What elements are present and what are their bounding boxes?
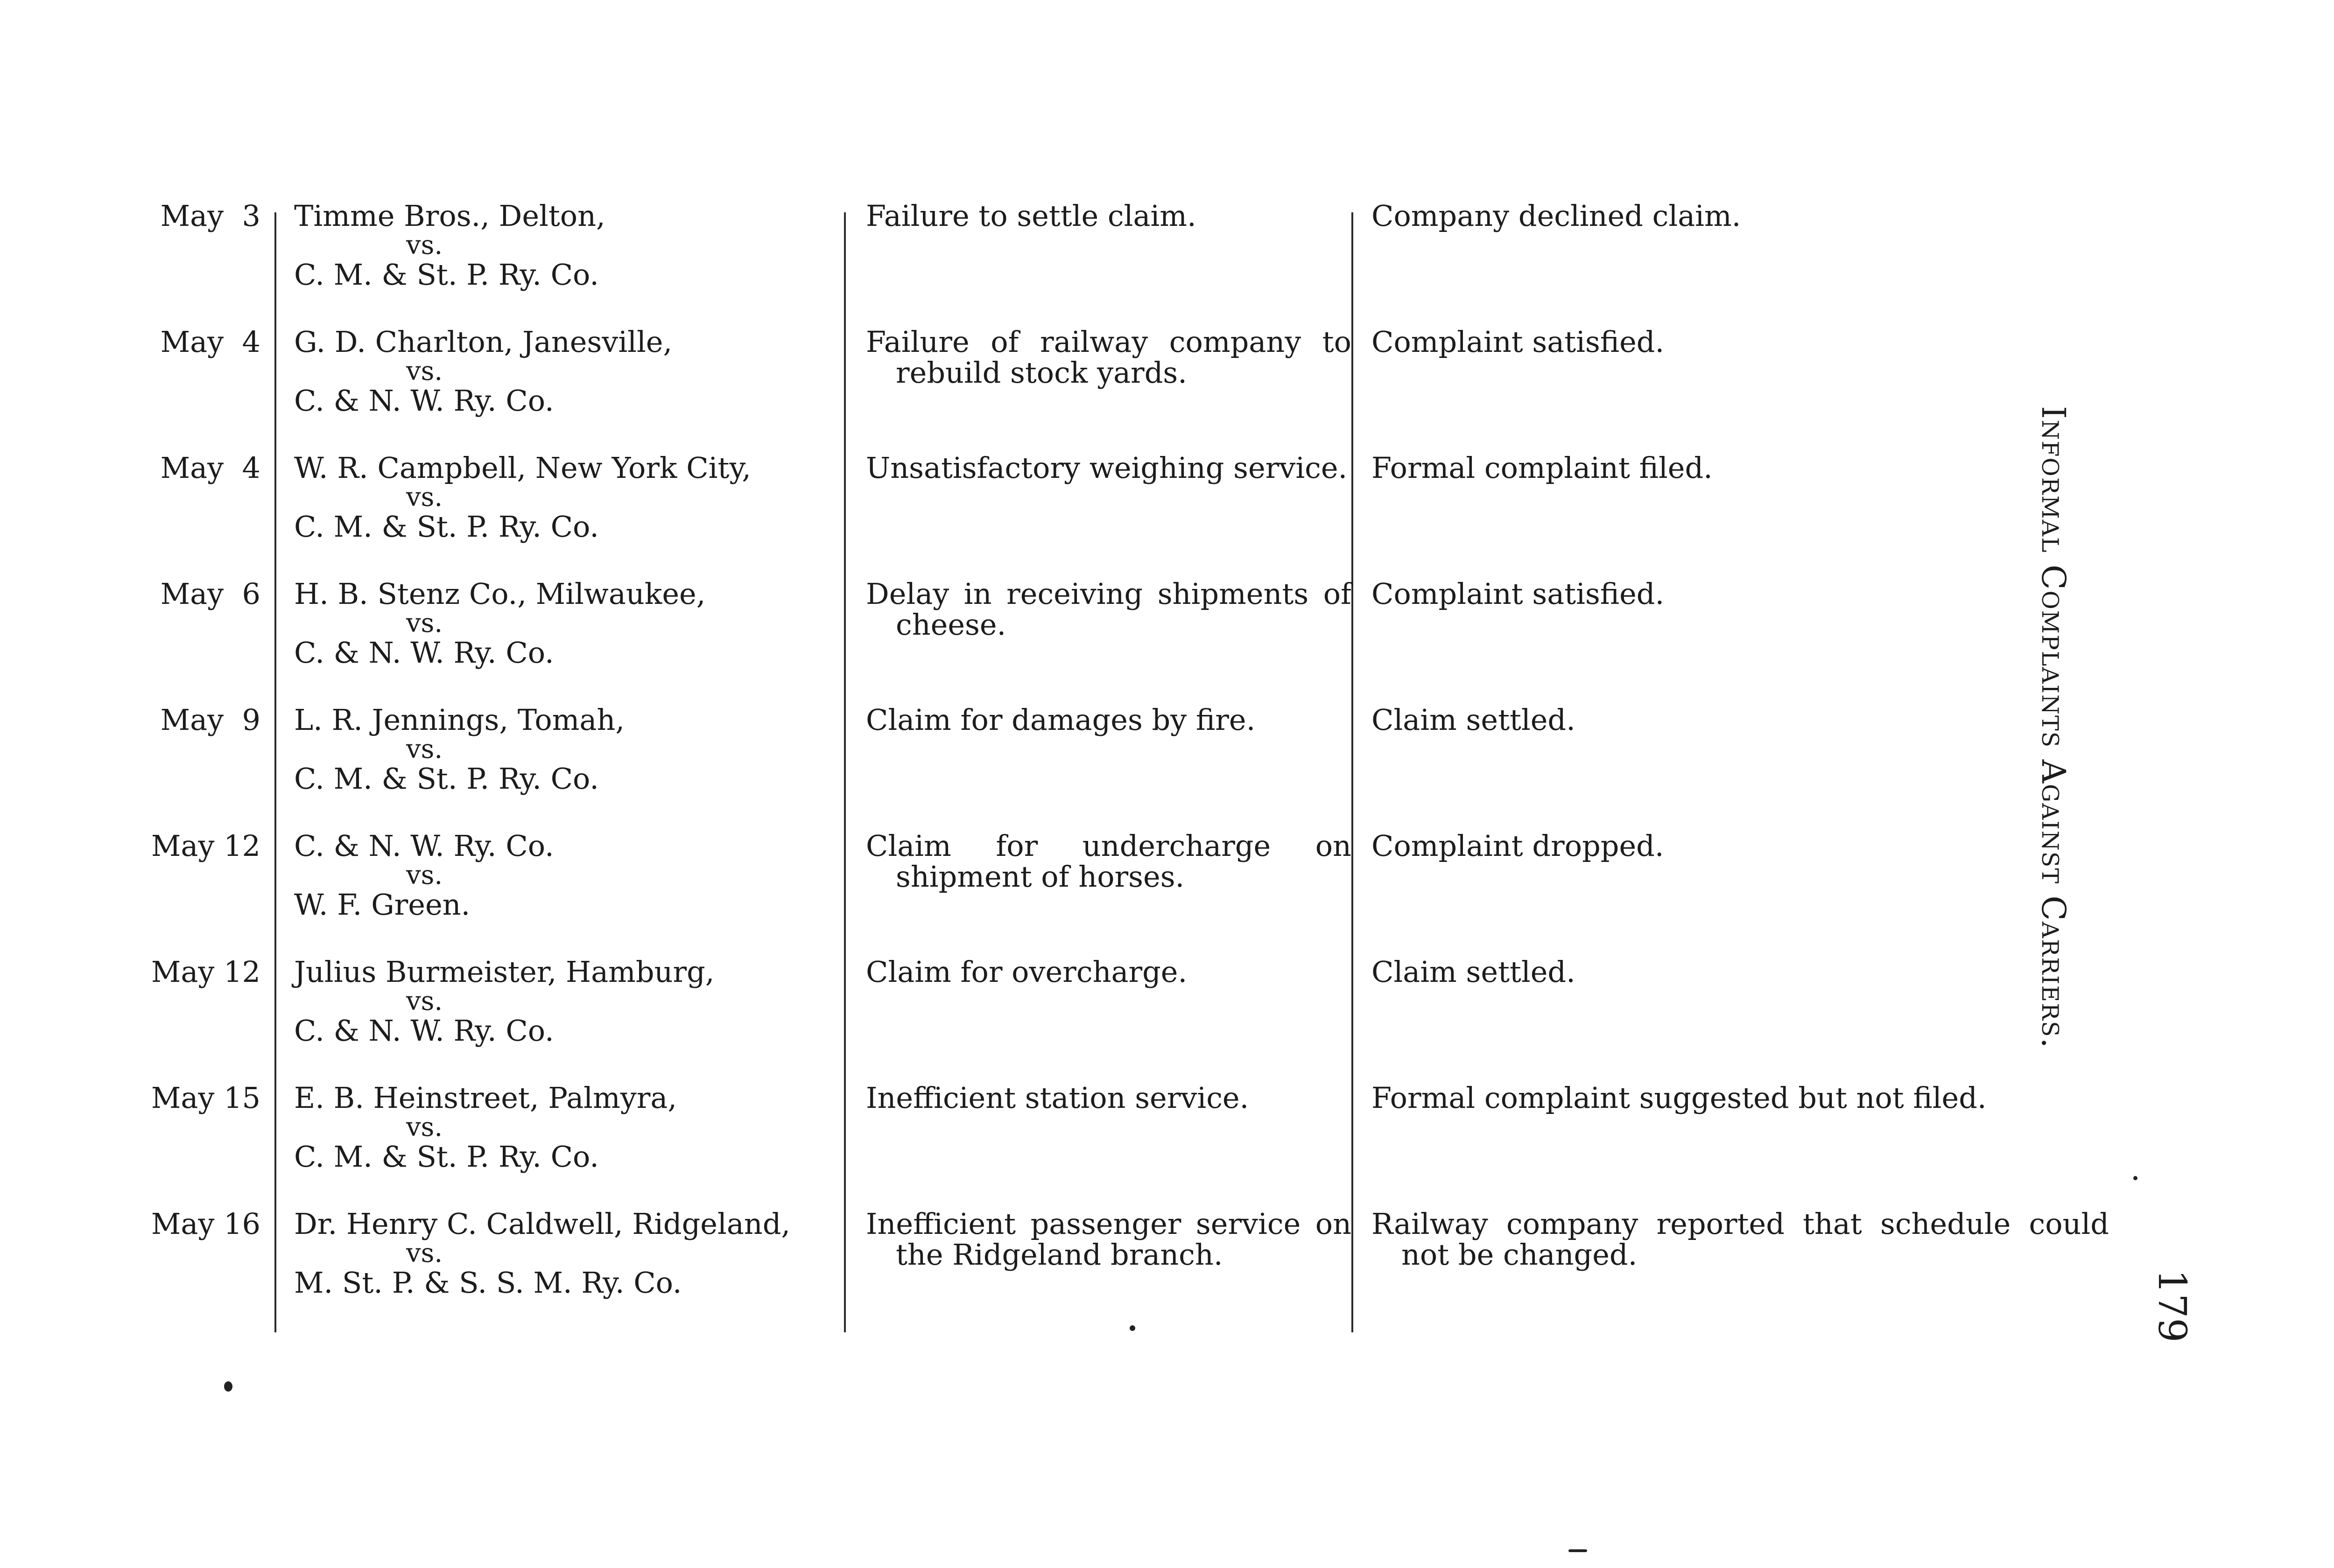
versus-label: vs.: [406, 1112, 443, 1142]
nature-text: Claim for damages by fire.: [866, 703, 1256, 737]
versus-label: vs.: [406, 986, 443, 1016]
complaint-entry: [0, 453, 2091, 579]
complaint-entry: [0, 831, 2091, 957]
respondent-name: C. M. & St. P. Ry. Co.: [294, 762, 599, 796]
nature-text: Inefficient station service.: [866, 1081, 1249, 1115]
versus-label: vs.: [406, 734, 443, 764]
ink-speck: [1130, 1325, 1135, 1331]
complainant-name: C. & N. W. Ry. Co.: [294, 829, 554, 863]
complainant-name: G. D. Charlton, Janesville,: [294, 325, 673, 359]
entry-parties: [294, 705, 836, 794]
complaint-disposition: [1371, 327, 2109, 357]
entry-parties: [294, 1209, 836, 1298]
complainant-name: E. B. Heinstreet, Palmyra,: [294, 1081, 677, 1115]
complaint-nature: [866, 327, 1351, 388]
complaint-entry: [0, 579, 2091, 705]
complainant-name: W. R. Campbell, New York City,: [294, 451, 751, 485]
ink-speck: [2133, 1176, 2137, 1180]
versus-label: vs.: [406, 356, 443, 386]
complaint-disposition: [1371, 705, 2109, 735]
complaint-nature: [866, 201, 1351, 231]
complaint-entry: [0, 1083, 2091, 1209]
nature-text: Claim for overcharge.: [866, 955, 1188, 989]
disposition-text: Complaint dropped.: [1371, 829, 1664, 863]
disposition-text: Railway company reported that schedule could not be changed.: [1371, 1207, 2109, 1272]
entry-parties: [294, 453, 836, 542]
entry-date: May 9: [160, 703, 260, 737]
versus-label: vs.: [406, 230, 443, 260]
ink-speck: [224, 1381, 232, 1392]
complainant-name: Dr. Henry C. Caldwell, Ridgeland,: [294, 1207, 791, 1241]
complaint-disposition: [1371, 1083, 2109, 1113]
entry-parties: [294, 579, 836, 668]
nature-text: Unsatisfactory weighing service.: [866, 451, 1348, 485]
complaint-nature: [866, 831, 1351, 892]
complaint-entry: [0, 1207, 2109, 1335]
respondent-name: C. M. & St. P. Ry. Co.: [294, 258, 599, 292]
respondent-name: C. & N. W. Ry. Co.: [294, 636, 554, 670]
complainant-name: H. B. Stenz Co., Milwaukee,: [294, 577, 706, 611]
respondent-name: M. St. P. & S. S. M. Ry. Co.: [294, 1266, 682, 1300]
complaint-entry: [0, 201, 2091, 327]
entry-date: May 12: [151, 829, 260, 863]
disposition-text: Complaint satisfied.: [1371, 577, 1665, 611]
complaint-nature: [866, 1083, 1351, 1113]
complainant-name: Timme Bros., Delton,: [294, 199, 605, 233]
respondent-name: C. & N. W. Ry. Co.: [294, 1014, 554, 1048]
entry-date: May 3: [160, 199, 260, 233]
disposition-text: Formal complaint suggested but not filed.: [1371, 1081, 1987, 1115]
versus-label: vs.: [406, 608, 443, 638]
complaint-disposition: [1371, 579, 2109, 609]
respondent-name: W. F. Green.: [294, 888, 471, 922]
complaint-entry: [0, 705, 2091, 831]
complaint-entry: [0, 957, 2091, 1083]
entry-date: May 6: [160, 577, 260, 611]
nature-text: Claim for undercharge on shipment of horses.: [866, 829, 1351, 894]
nature-text: Delay in receiving shipments of cheese.: [866, 577, 1351, 642]
complainant-name: Julius Burmeister, Hamburg,: [294, 955, 715, 989]
respondent-name: C. & N. W. Ry. Co.: [294, 384, 554, 418]
complaint-disposition: [1371, 831, 2109, 861]
complaints-table: [0, 199, 2109, 1335]
disposition-text: Complaint satisfied.: [1371, 325, 1665, 359]
versus-label: vs.: [406, 1238, 443, 1268]
complaint-nature: [866, 957, 1351, 987]
respondent-name: C. M. & St. P. Ry. Co.: [294, 510, 599, 544]
complaint-nature: [866, 579, 1351, 640]
entry-date: May 15: [151, 1081, 260, 1115]
versus-label: vs.: [406, 482, 443, 512]
nature-text: Inefficient passenger service on the Ridgeland branch.: [866, 1207, 1351, 1272]
disposition-text: Formal complaint filed.: [1371, 451, 1713, 485]
complaint-disposition: [1371, 453, 2109, 483]
complaint-nature: [866, 453, 1351, 483]
complaint-entry: [0, 327, 2091, 453]
disposition-text: Claim settled.: [1371, 955, 1575, 989]
running-title: Informal Complaints Against Carriers.: [2034, 406, 2073, 1049]
disposition-text: Company declined claim.: [1371, 199, 1741, 233]
entry-date: May 16: [151, 1207, 260, 1241]
complaint-nature: [866, 705, 1351, 735]
complaint-nature: [866, 1209, 1351, 1270]
page-number: 179: [2150, 1269, 2194, 1343]
versus-label: vs.: [406, 860, 443, 890]
nature-text: Failure to settle claim.: [866, 199, 1196, 233]
nature-text: Failure of railway company to rebuild stock yards.: [866, 325, 1351, 390]
entry-date: May 4: [160, 325, 260, 359]
complaint-disposition: [1371, 1209, 2109, 1270]
ink-speck: [1568, 1549, 1587, 1552]
complaint-disposition: [1371, 957, 2109, 987]
disposition-text: Claim settled.: [1371, 703, 1575, 737]
complainant-name: L. R. Jennings, Tomah,: [294, 703, 625, 737]
entry-parties: [294, 327, 836, 416]
entry-parties: [294, 957, 836, 1046]
complaint-disposition: [1371, 201, 2109, 231]
entry-parties: [294, 1083, 836, 1172]
entry-date: May 12: [151, 955, 260, 989]
entry-date: May 4: [160, 451, 260, 485]
respondent-name: C. M. & St. P. Ry. Co.: [294, 1140, 599, 1174]
entry-parties: [294, 201, 836, 290]
entry-parties: [294, 831, 836, 920]
